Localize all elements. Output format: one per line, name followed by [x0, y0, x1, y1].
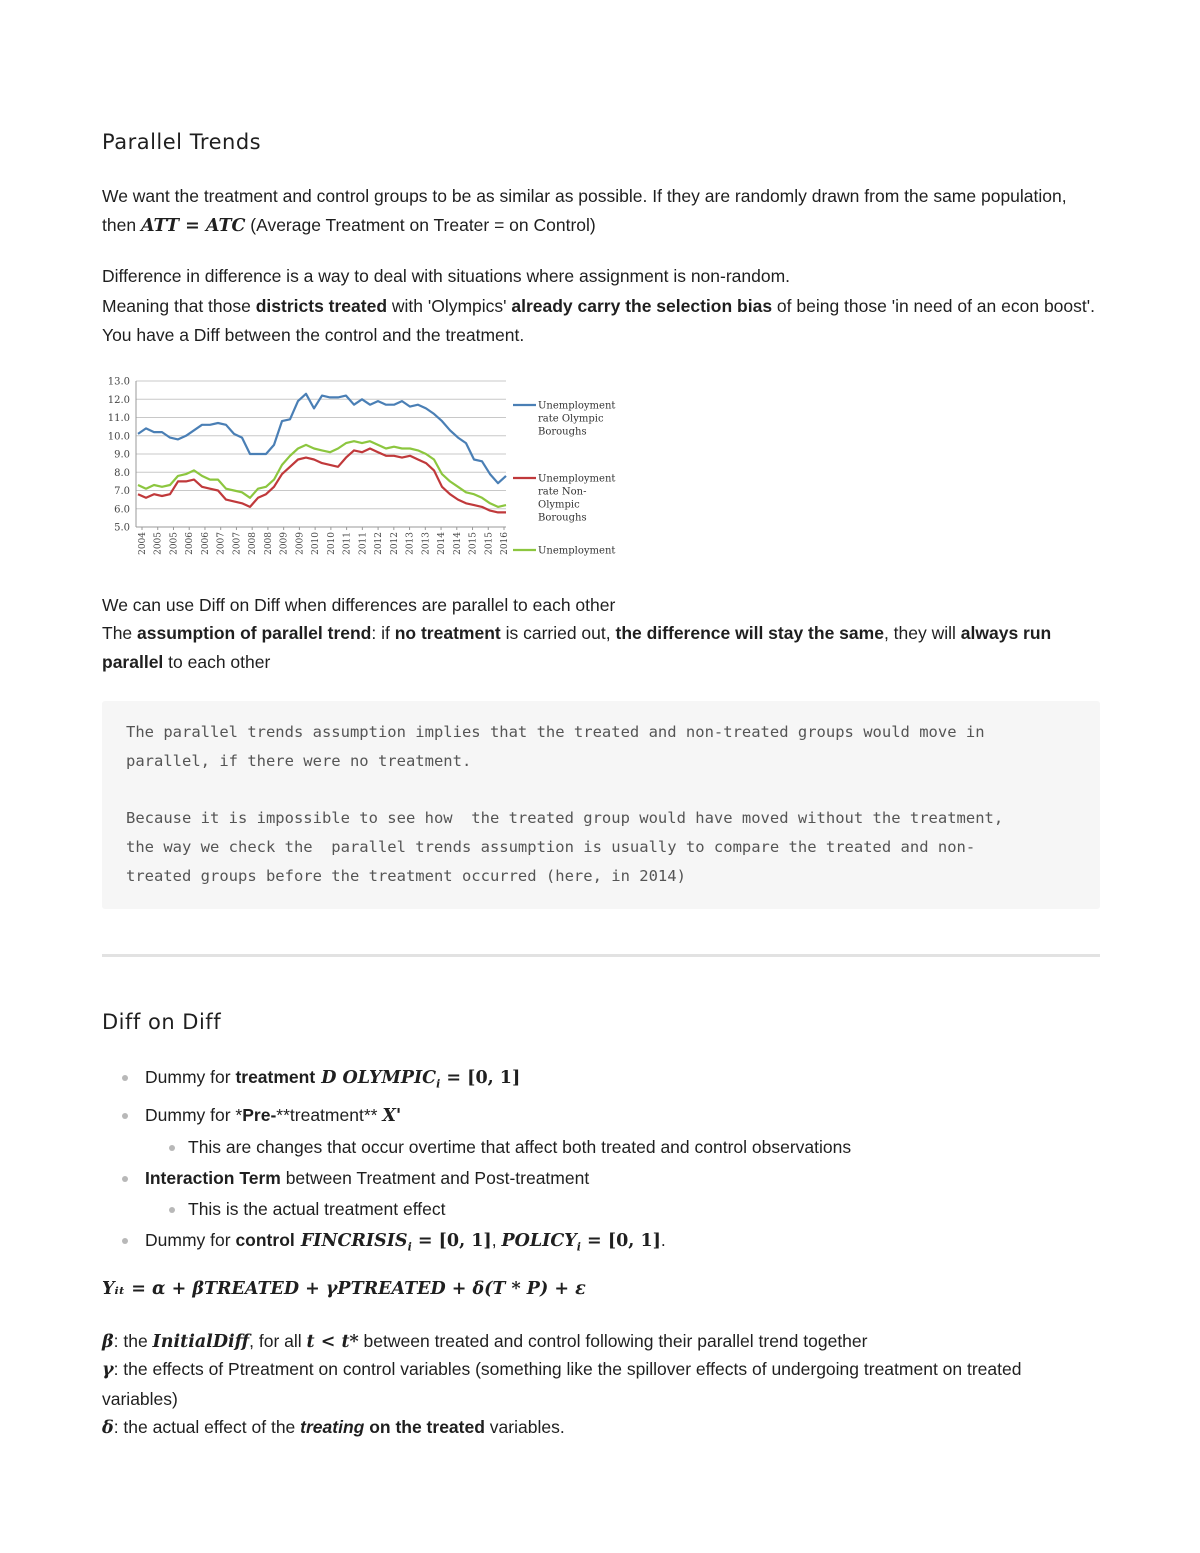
unemployment-chart — [102, 372, 622, 564]
chart-y-tick-label: 10.0 — [107, 431, 130, 443]
regression-equation: Yᵢₜ = α + βTREATED + γPTREATED + δ(T * P) + ε — [102, 1279, 586, 1299]
paragraph-diff-in-diff: Difference in difference is a way to deal with situations where assignment is non-random. — [102, 266, 791, 286]
chart-svg — [102, 372, 622, 564]
chart-y-tick-label: 11.0 — [107, 413, 130, 424]
chart-x-tick-label: 2005 — [169, 532, 180, 555]
chart-x-tick-label: 2007 — [232, 532, 243, 555]
chart-x-tick-label: 2004 — [138, 532, 148, 555]
chart-y-tick-label: 5.0 — [114, 522, 130, 534]
section-title-diff-on-diff: Diff on Diff — [102, 1010, 222, 1034]
paragraph-assumption: The assumption of parallel trend: if no treatment is carried out, the difference will stay the same, they will always run parallel to each other — [102, 623, 1052, 672]
section-divider — [102, 954, 1100, 957]
section-title-parallel-trends: Parallel Trends — [102, 130, 262, 154]
chart-y-tick-label: 8.0 — [114, 467, 130, 479]
chart-legend-label: rate Olympic — [538, 413, 604, 425]
chart-x-tick-label: 2007 — [216, 532, 227, 555]
chart-x-tick-label: 2015 — [484, 532, 495, 555]
math-att-atc: ATT = ATC — [140, 216, 246, 236]
list-item: This is the actual treatment effect — [102, 1194, 1100, 1225]
chart-x-tick-label: 2015 — [468, 532, 479, 555]
paragraph-parallel: We can use Diff on Diff when differences are parallel to each other — [102, 595, 616, 615]
beta-definition: β: the InitialDiff, for all t < t* between treated and control following their parallel trend together — [102, 1331, 868, 1352]
chart-x-tick-label: 2011 — [342, 532, 353, 555]
chart-legend-label: Unemployment — [538, 545, 616, 557]
chart-legend-label: Unemployment — [538, 473, 616, 485]
chart-x-tick-label: 2009 — [279, 532, 290, 555]
chart-x-tick-label: 2011 — [358, 532, 369, 555]
chart-y-tick-label: 9.0 — [114, 449, 130, 461]
chart-series-line-2 — [138, 449, 506, 513]
chart-x-tick-label: 2010 — [326, 532, 337, 555]
chart-x-tick-label: 2016 — [500, 532, 510, 555]
chart-legend-label: rate Non- — [538, 486, 587, 498]
list-item: This are changes that occur overtime that affect both treated and control observations — [102, 1132, 1100, 1163]
chart-legend-label: Unemployment — [538, 400, 616, 412]
list-item: Interaction Term between Treatment and Post-treatment — [102, 1163, 1100, 1194]
paragraph-intro: We want the treatment and control groups to be as similar as possible. If they are randomly drawn from the same population, then ATT = ATC (Average Treatment on Treater = on Control) — [102, 186, 1067, 236]
list-item: Dummy for treatment D $OLYMPIC_i = [0$, 1] — [102, 1062, 1100, 1100]
code-block — [102, 701, 1100, 909]
chart-x-tick-label: 2014 — [437, 532, 448, 555]
chart-x-tick-label: 2013 — [405, 532, 416, 555]
chart-x-tick-label: 2010 — [311, 532, 322, 555]
chart-x-tick-label: 2012 — [374, 532, 385, 555]
chart-legend-label: Boroughs — [538, 512, 587, 524]
chart-x-tick-label: 2006 — [185, 532, 196, 555]
paragraph-meaning: Meaning that those districts treated with 'Olympics' already carry the selection bias of being those 'in need of an econ boost'. You have a Diff between the control and the treatment. — [102, 296, 1095, 345]
chart-x-tick-label: 2012 — [389, 532, 400, 555]
chart-x-tick-label: 2005 — [153, 532, 164, 555]
dummy-list — [102, 1062, 1100, 1262]
list-item: Dummy for control $FINCRISIS_i = [0$, 1], $POLICY_i = [0$, 1]. — [102, 1225, 1100, 1263]
list-item: Dummy for *Pre-**treatment** X' — [102, 1100, 1100, 1132]
chart-x-tick-label: 2009 — [295, 532, 306, 555]
chart-x-tick-label: 2008 — [248, 532, 259, 555]
chart-y-tick-label: 7.0 — [114, 486, 130, 497]
code-text: The parallel trends assumption implies that the treated and non-treated groups would move in parallel, if there were no treatment. Because it is impossible to see how the treated group would have moved without the treatment, the way we check the parallel trends assumption is usually to compare the treated and non- treated groups before the treatment occurred (here, in 2014) — [126, 723, 1004, 885]
chart-series-line-3 — [138, 441, 506, 507]
delta-definition: δ: the actual effect of the treating on the treated variables. — [102, 1417, 565, 1438]
chart-x-tick-label: 2014 — [452, 532, 463, 555]
chart-legend-label: Olympic — [538, 499, 580, 511]
chart-x-tick-label: 2008 — [263, 532, 274, 555]
gamma-definition: γ: the effects of Ptreatment on control variables (something like the spillover effects of undergoing treatment on treated variables) — [102, 1359, 1022, 1409]
chart-x-tick-label: 2006 — [200, 532, 211, 555]
chart-x-tick-label: 2013 — [421, 532, 432, 555]
chart-y-tick-label: 12.0 — [107, 394, 130, 406]
chart-y-tick-label: 13.0 — [107, 376, 130, 388]
chart-legend-label: Boroughs — [538, 426, 587, 438]
chart-y-tick-label: 6.0 — [114, 504, 130, 516]
